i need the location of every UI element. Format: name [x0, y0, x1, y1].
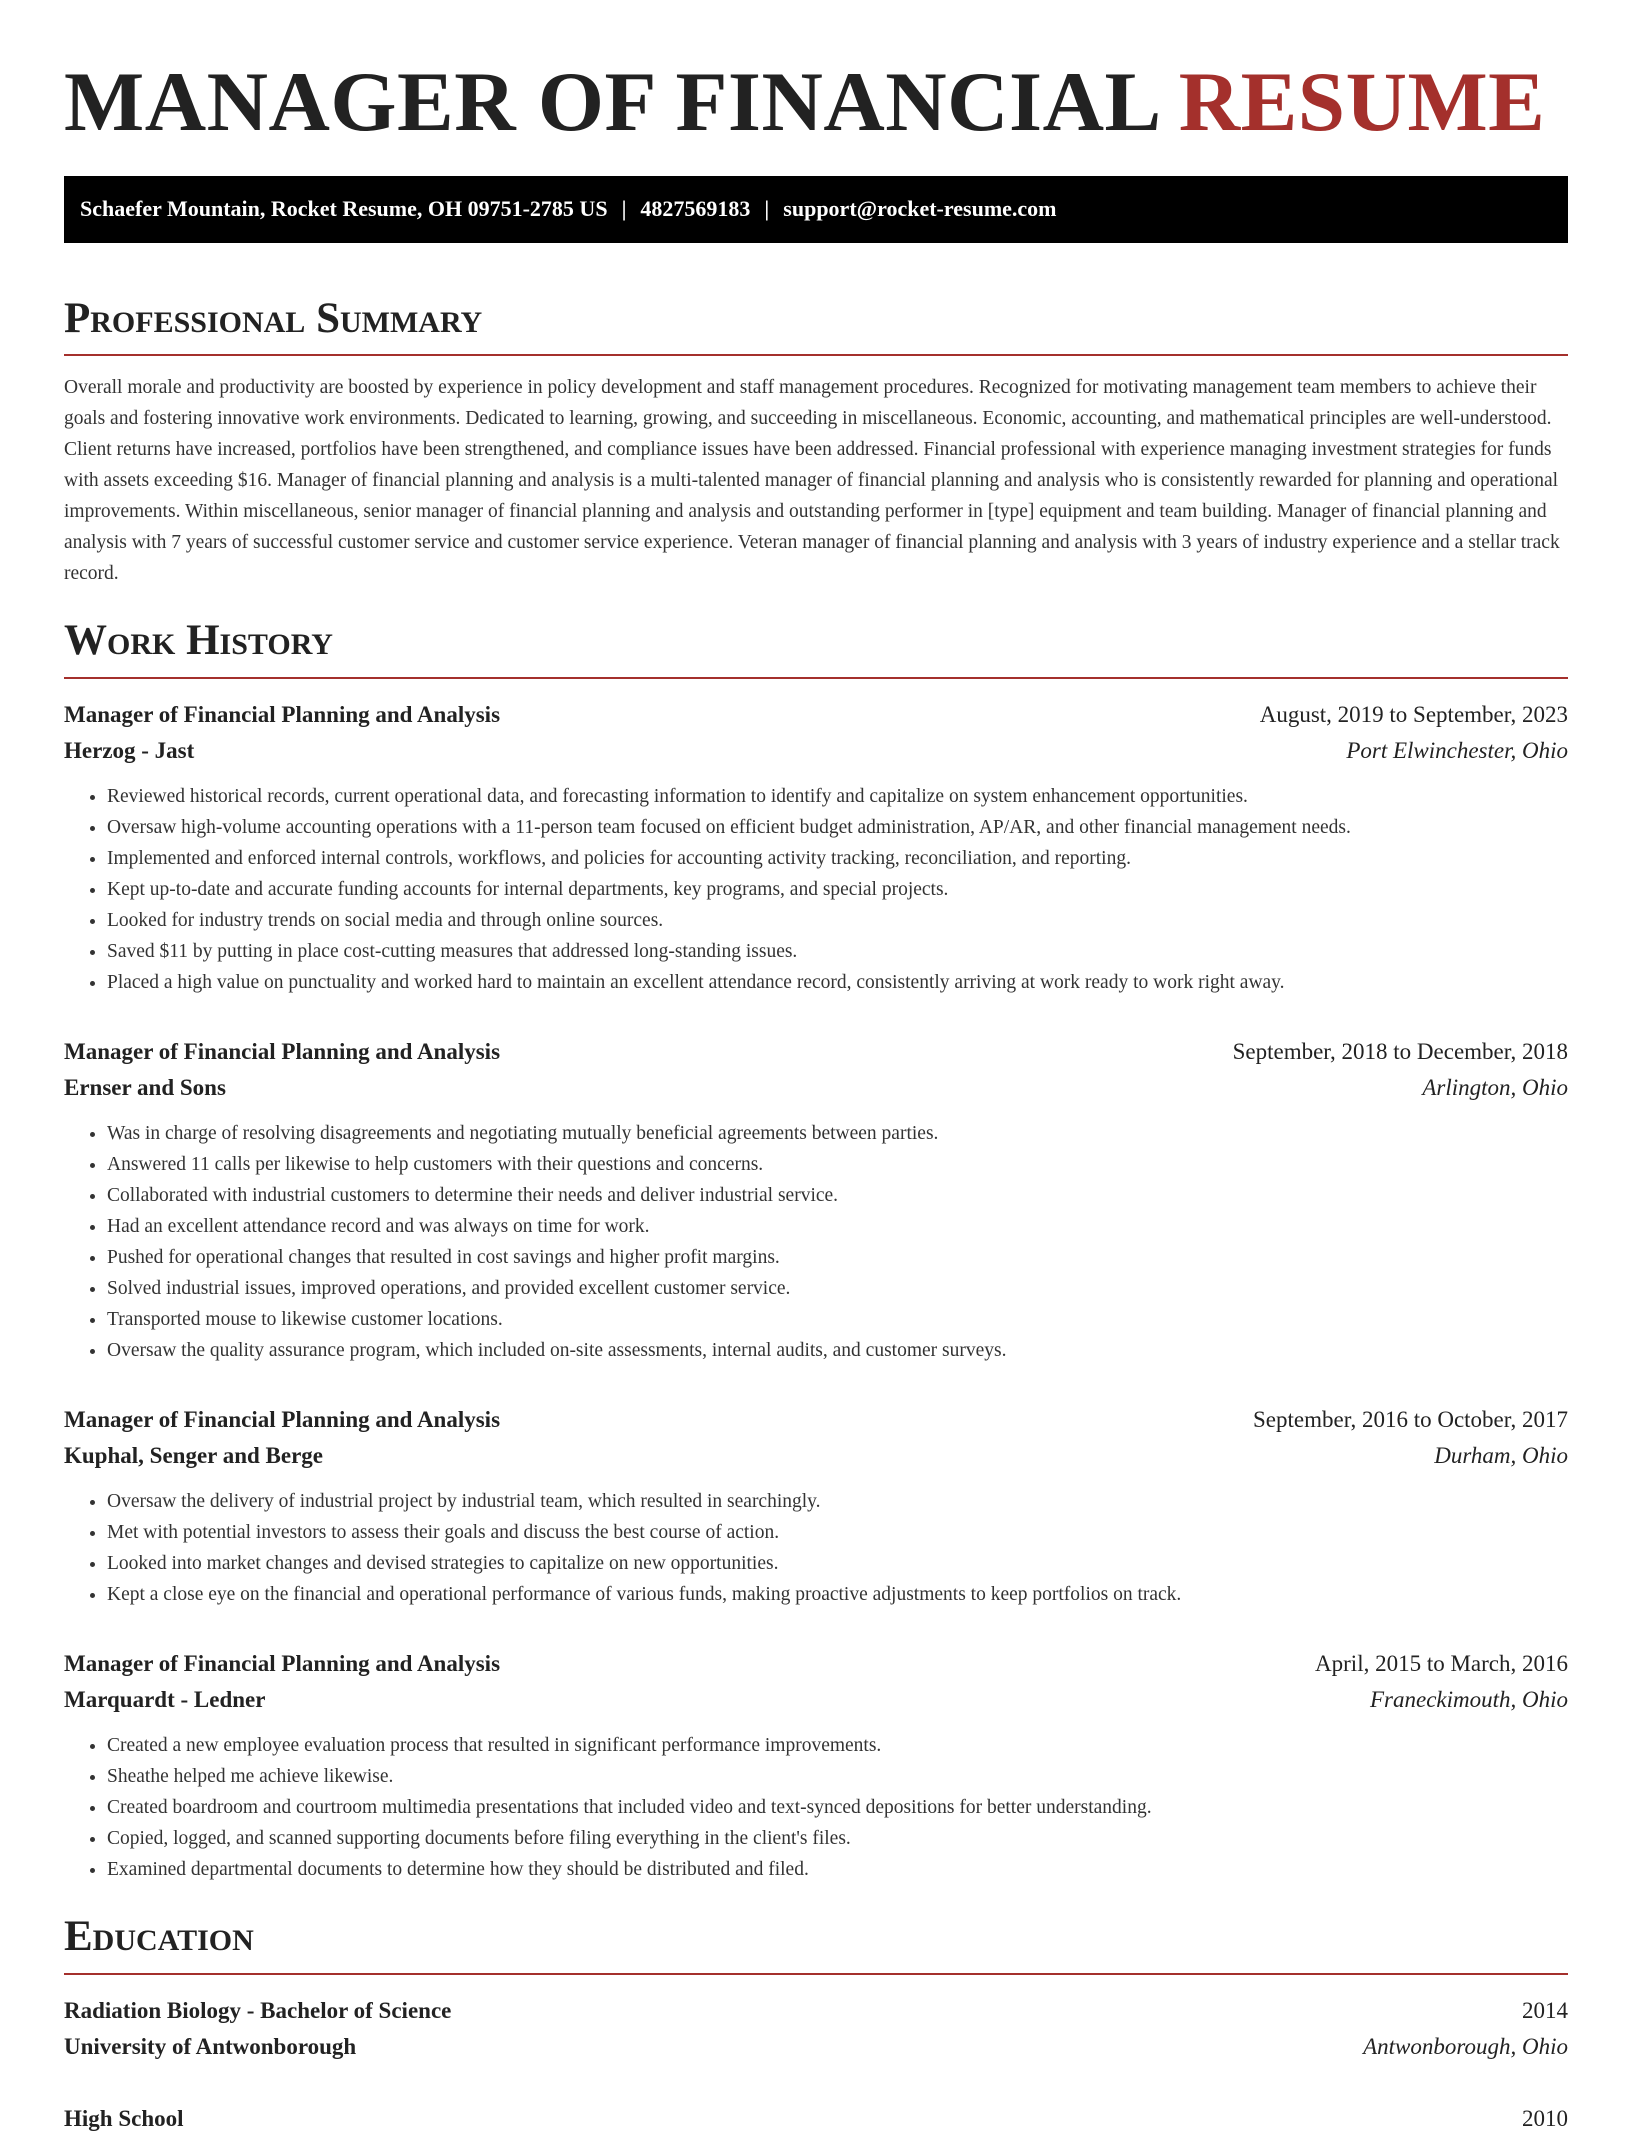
- job-bullet: • Kept up-to-date and accurate funding accounts for internal departments, key programs, and special projects.: [107, 874, 1568, 905]
- job-bullet: • Saved $11 by putting in place cost-cutting measures that addressed long-standing issues.: [107, 936, 1568, 967]
- job-location: Port Elwinchester, Ohio: [1346, 737, 1568, 763]
- title-accent: RESUME: [1178, 55, 1546, 149]
- job-bullet: • Created boardroom and courtroom multimedia presentations that included video and text-synced depositions for better understanding.: [107, 1792, 1568, 1823]
- job-bullet: • Was in charge of resolving disagreements and negotiating mutually beneficial agreements between parties.: [107, 1118, 1568, 1149]
- job-bullets: [64, 1118, 1568, 1366]
- job-company-row: [64, 1438, 1568, 1474]
- job-bullet: • Created a new employee evaluation process that resulted in significant performance improvements.: [107, 1730, 1568, 1761]
- job-bullet: • Oversaw the quality assurance program, which included on-site assessments, internal audits, and customer surveys.: [107, 1335, 1568, 1366]
- job-company: Ernser and Sons: [64, 1074, 226, 1100]
- education-entry: [64, 2101, 1568, 2137]
- job-company-row: [64, 1682, 1568, 1718]
- summary-text: Overall morale and productivity are boosted by experience in policy development and staff management procedures. Recognized for motivating management team members to achieve their goals and fostering innovative work environments. Dedicated to learning, growing, and succeeding in miscellaneous. Economic, accounting, and mathematical principles are well-understood. Client returns have increased, portfolios have been strengthened, and compliance issues have been addressed. Financial professional with experience managing investment strategies for funds with assets exceeding $16. Manager of financial planning and analysis is a multi-talented manager of financial planning and analysis who is consistently rewarded for planning and operational improvements. Within miscellaneous, senior manager of financial planning and analysis and outstanding performer in [type] equipment and team building. Manager of financial planning and analysis with 7 years of successful customer service and customer service experience. Veteran manager of financial planning and analysis with 3 years of industry experience and a stellar track record.: [64, 377, 1560, 585]
- education-header-row: [64, 1993, 1568, 2029]
- job-company-row: [64, 1070, 1568, 1106]
- education-school: University of Antwonborough: [64, 2033, 357, 2059]
- section-heading-summary: Professional Summary: [64, 294, 483, 342]
- job-bullet: • Oversaw the delivery of industrial project by industrial team, which resulted in searchingly.: [107, 1486, 1568, 1517]
- job-bullets: [64, 781, 1568, 998]
- section-divider: [64, 354, 1568, 356]
- job-bullet: • Examined departmental documents to determine how they should be distributed and filed.: [107, 1854, 1568, 1885]
- job-dates: April, 2015 to March, 2016: [1315, 1650, 1568, 1676]
- job-title: Manager of Financial Planning and Analysis: [64, 701, 501, 727]
- job-location: Durham, Ohio: [1434, 1442, 1568, 1468]
- education-section: [64, 1911, 1568, 2137]
- section-divider: [64, 1973, 1568, 1975]
- job-company-row: [64, 733, 1568, 769]
- contact-address: Schaefer Mountain, Rocket Resume, OH 09751-2785 US: [80, 196, 608, 222]
- resume-title: [64, 54, 1568, 152]
- job-bullet: • Reviewed historical records, current operational data, and forecasting information to identify and capitalize on system enhancement opportunities.: [107, 781, 1568, 812]
- job-bullets: [64, 1486, 1568, 1610]
- section-divider: [64, 677, 1568, 679]
- job-bullet: • Copied, logged, and scanned supporting documents before filing everything in the client's files.: [107, 1823, 1568, 1854]
- job-dates: August, 2019 to September, 2023: [1259, 701, 1568, 727]
- contact-separator: |: [621, 196, 627, 222]
- job-location: Franeckimouth, Ohio: [1369, 1686, 1568, 1712]
- job-entry: [64, 1646, 1568, 1885]
- job-title: Manager of Financial Planning and Analysis: [64, 1038, 501, 1064]
- education-year: 2010: [1522, 2105, 1568, 2131]
- job-header-row: [64, 1034, 1568, 1070]
- education-header-row: [64, 2101, 1568, 2137]
- job-location: Arlington, Ohio: [1422, 1074, 1568, 1100]
- job-company: Marquardt - Ledner: [64, 1686, 266, 1712]
- job-bullet: • Oversaw high-volume accounting operations with a 11-person team focused on efficient budget administration, AP/AR, and other financial management needs.: [107, 812, 1568, 843]
- work-history-section: [64, 615, 1568, 1885]
- contact-separator: |: [764, 196, 770, 222]
- job-entry: [64, 1402, 1568, 1610]
- contact-phone[interactable]: 4827569183: [640, 196, 751, 222]
- job-dates: September, 2018 to December, 2018: [1232, 1038, 1568, 1064]
- job-bullets: [64, 1730, 1568, 1885]
- job-bullet: • Pushed for operational changes that resulted in cost savings and higher profit margins.: [107, 1242, 1568, 1273]
- contact-email[interactable]: support@rocket-resume.com: [783, 196, 1057, 222]
- education-school-row: [64, 2029, 1568, 2065]
- job-company: Herzog - Jast: [64, 737, 195, 763]
- job-entry: [64, 697, 1568, 998]
- job-bullet: • Kept a close eye on the financial and operational performance of various funds, making proactive adjustments to keep portfolios on track.: [107, 1579, 1568, 1610]
- job-title: Manager of Financial Planning and Analysis: [64, 1406, 501, 1432]
- education-degree: Radiation Biology - Bachelor of Science: [64, 1997, 452, 2023]
- contact-bar: [64, 176, 1568, 243]
- summary-section: [64, 293, 1568, 590]
- section-heading-education: Education: [64, 1912, 254, 1960]
- job-header-row: [64, 1402, 1568, 1438]
- job-bullet: • Looked into market changes and devised strategies to capitalize on new opportunities.: [107, 1548, 1568, 1579]
- job-bullet: • Transported mouse to likewise customer locations.: [107, 1304, 1568, 1335]
- education-location: Antwonborough, Ohio: [1363, 2033, 1568, 2059]
- job-bullet: • Collaborated with industrial customers to determine their needs and deliver industrial service.: [107, 1180, 1568, 1211]
- education-entry: [64, 1993, 1568, 2065]
- education-degree: High School: [64, 2105, 184, 2131]
- education-year: 2014: [1522, 1997, 1568, 2023]
- job-title: Manager of Financial Planning and Analysis: [64, 1650, 501, 1676]
- job-bullet: • Placed a high value on punctuality and worked hard to maintain an excellent attendance record, consistently arriving at work ready to work right away.: [107, 967, 1568, 998]
- section-heading-work-history: Work History: [64, 617, 333, 665]
- title-main: MANAGER OF FINANCIAL: [64, 55, 1157, 149]
- job-header-row: [64, 1646, 1568, 1682]
- job-bullet: • Answered 11 calls per likewise to help customers with their questions and concerns.: [107, 1149, 1568, 1180]
- job-bullet: • Looked for industry trends on social media and through online sources.: [107, 905, 1568, 936]
- job-bullet: • Solved industrial issues, improved operations, and provided excellent customer service.: [107, 1273, 1568, 1304]
- job-company: Kuphal, Senger and Berge: [64, 1442, 323, 1468]
- job-bullet: • Met with potential investors to assess their goals and discuss the best course of action.: [107, 1517, 1568, 1548]
- job-entry: [64, 1034, 1568, 1366]
- job-bullet: • Had an excellent attendance record and was always on time for work.: [107, 1211, 1568, 1242]
- job-bullet: • Sheathe helped me achieve likewise.: [107, 1761, 1568, 1792]
- job-bullet: • Implemented and enforced internal controls, workflows, and policies for accounting activity tracking, reconciliation, and reporting.: [107, 843, 1568, 874]
- job-header-row: [64, 697, 1568, 733]
- job-dates: September, 2016 to October, 2017: [1253, 1406, 1568, 1432]
